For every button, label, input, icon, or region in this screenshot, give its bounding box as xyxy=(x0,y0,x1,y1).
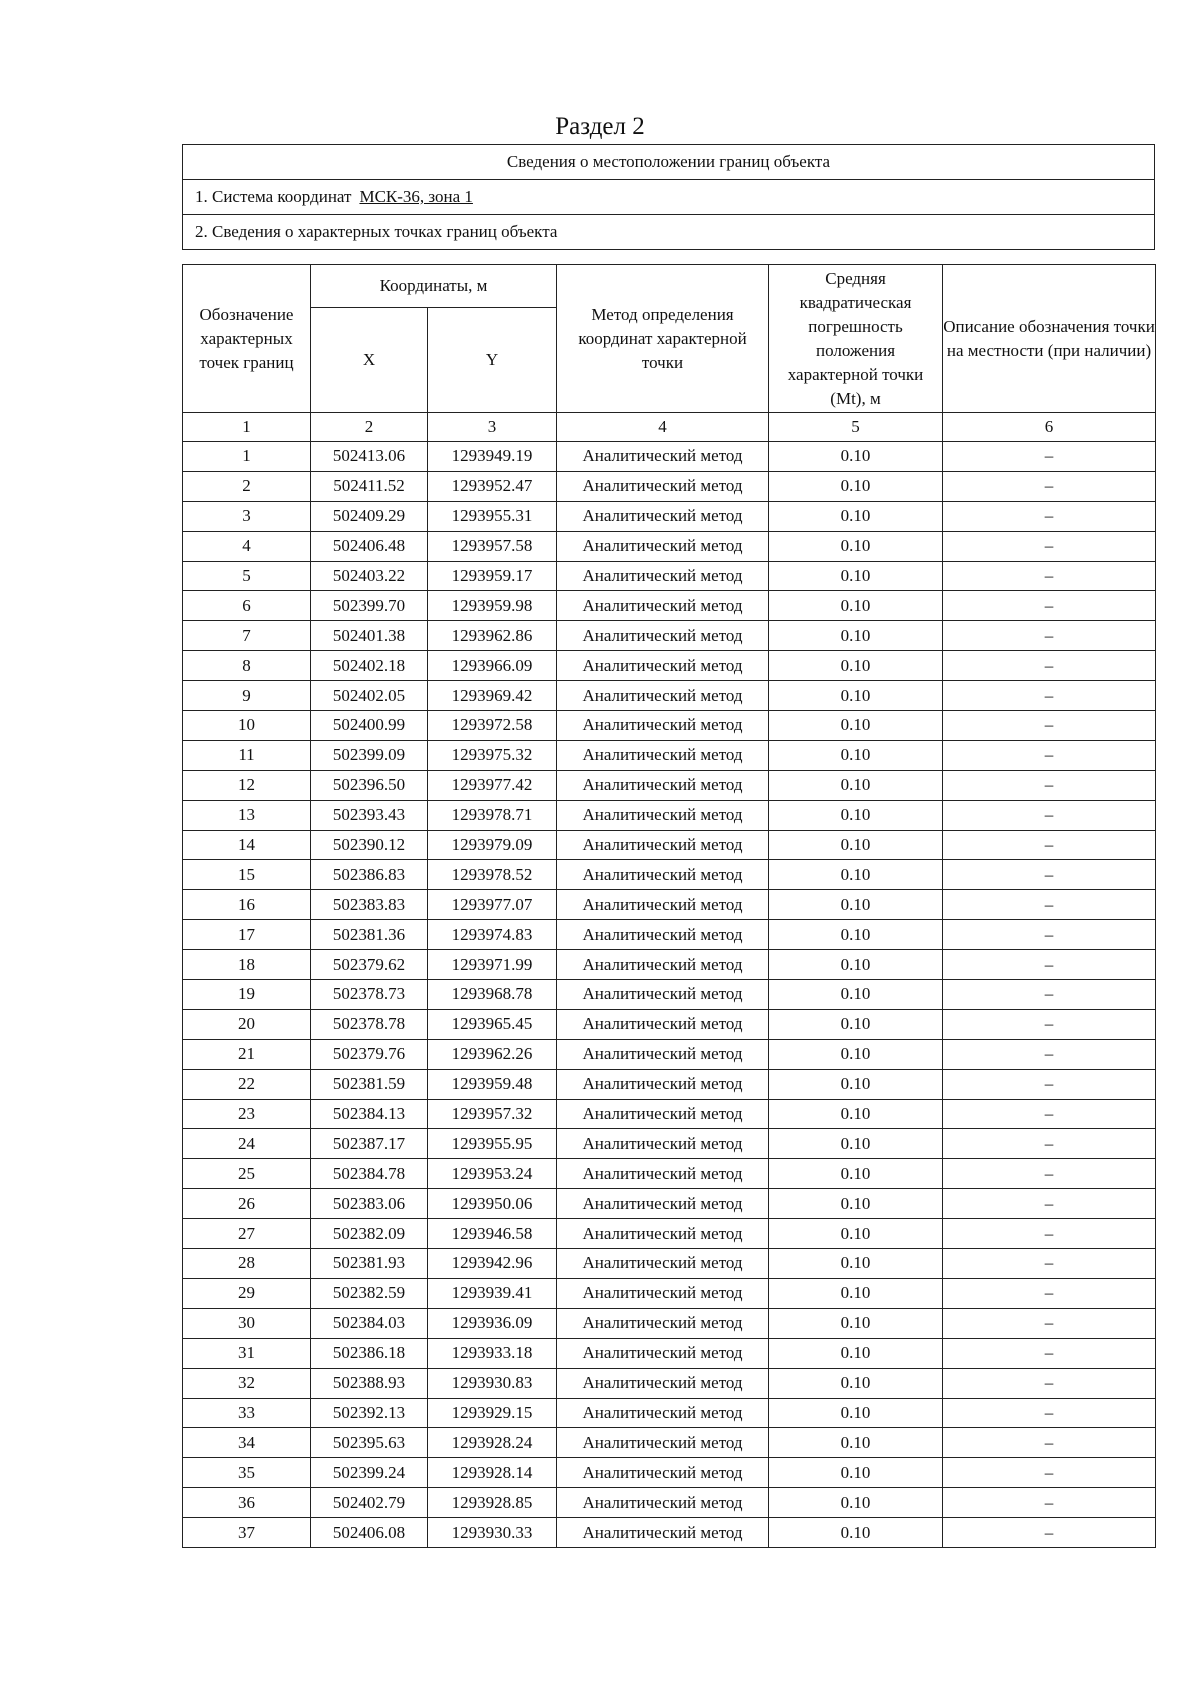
main-title-row xyxy=(183,145,1155,180)
error-cell: 0.10 xyxy=(769,1159,943,1189)
description-cell: – xyxy=(943,1159,1156,1189)
method-cell: Аналитический метод xyxy=(557,651,769,681)
x-coordinate-cell: 502396.50 xyxy=(311,770,428,800)
error-cell: 0.10 xyxy=(769,531,943,561)
y-coordinate-cell: 1293930.33 xyxy=(428,1518,557,1548)
description-cell: – xyxy=(943,471,1156,501)
point-number-cell: 15 xyxy=(183,860,311,890)
description-cell: – xyxy=(943,1488,1156,1518)
error-cell: 0.10 xyxy=(769,1219,943,1249)
point-number-cell: 1 xyxy=(183,442,311,472)
object-info-table xyxy=(182,144,1155,250)
description-cell: – xyxy=(943,651,1156,681)
table-row xyxy=(183,1308,1156,1338)
error-cell: 0.10 xyxy=(769,651,943,681)
coord-system-cell xyxy=(183,180,1155,215)
y-coordinate-cell: 1293959.17 xyxy=(428,561,557,591)
point-number-cell: 12 xyxy=(183,770,311,800)
y-coordinate-cell: 1293968.78 xyxy=(428,980,557,1010)
description-cell: – xyxy=(943,950,1156,980)
y-coordinate-cell: 1293929.15 xyxy=(428,1398,557,1428)
point-number-cell: 25 xyxy=(183,1159,311,1189)
y-coordinate-cell: 1293962.86 xyxy=(428,621,557,651)
table-row xyxy=(183,770,1156,800)
x-coordinate-cell: 502402.18 xyxy=(311,651,428,681)
column-number: 3 xyxy=(428,413,557,442)
description-cell: – xyxy=(943,711,1156,741)
col-x-header: X xyxy=(311,308,428,413)
error-cell: 0.10 xyxy=(769,1308,943,1338)
description-cell: – xyxy=(943,740,1156,770)
method-cell: Аналитический метод xyxy=(557,1069,769,1099)
y-coordinate-cell: 1293936.09 xyxy=(428,1308,557,1338)
error-cell: 0.10 xyxy=(769,1278,943,1308)
x-coordinate-cell: 502386.83 xyxy=(311,860,428,890)
error-cell: 0.10 xyxy=(769,890,943,920)
x-coordinate-cell: 502411.52 xyxy=(311,471,428,501)
y-coordinate-cell: 1293978.71 xyxy=(428,800,557,830)
description-cell: – xyxy=(943,1428,1156,1458)
description-cell: – xyxy=(943,1069,1156,1099)
table-row xyxy=(183,471,1156,501)
error-cell: 0.10 xyxy=(769,501,943,531)
description-cell: – xyxy=(943,561,1156,591)
method-cell: Аналитический метод xyxy=(557,471,769,501)
x-coordinate-cell: 502402.05 xyxy=(311,681,428,711)
y-coordinate-cell: 1293978.52 xyxy=(428,860,557,890)
point-number-cell: 26 xyxy=(183,1189,311,1219)
x-coordinate-cell: 502406.08 xyxy=(311,1518,428,1548)
y-coordinate-cell: 1293959.98 xyxy=(428,591,557,621)
x-coordinate-cell: 502378.78 xyxy=(311,1009,428,1039)
table-row xyxy=(183,860,1156,890)
point-number-cell: 22 xyxy=(183,1069,311,1099)
x-coordinate-cell: 502387.17 xyxy=(311,1129,428,1159)
y-coordinate-cell: 1293979.09 xyxy=(428,830,557,860)
x-coordinate-cell: 502395.63 xyxy=(311,1428,428,1458)
point-number-cell: 24 xyxy=(183,1129,311,1159)
method-cell: Аналитический метод xyxy=(557,1518,769,1548)
description-cell: – xyxy=(943,1039,1156,1069)
method-cell: Аналитический метод xyxy=(557,1009,769,1039)
column-number: 4 xyxy=(557,413,769,442)
table-row xyxy=(183,501,1156,531)
method-cell: Аналитический метод xyxy=(557,980,769,1010)
point-number-cell: 11 xyxy=(183,740,311,770)
error-cell: 0.10 xyxy=(769,1518,943,1548)
coord-system-value: МСК-36, зона 1 xyxy=(359,187,473,206)
x-coordinate-cell: 502382.59 xyxy=(311,1278,428,1308)
table-row xyxy=(183,920,1156,950)
y-coordinate-cell: 1293928.85 xyxy=(428,1488,557,1518)
y-coordinate-cell: 1293946.58 xyxy=(428,1219,557,1249)
table-row xyxy=(183,561,1156,591)
point-number-cell: 9 xyxy=(183,681,311,711)
error-cell: 0.10 xyxy=(769,770,943,800)
table-row xyxy=(183,442,1156,472)
points-title-row xyxy=(183,215,1155,250)
point-number-cell: 2 xyxy=(183,471,311,501)
error-cell: 0.10 xyxy=(769,980,943,1010)
error-cell: 0.10 xyxy=(769,1338,943,1368)
header-row-1 xyxy=(183,265,1156,308)
point-number-cell: 37 xyxy=(183,1518,311,1548)
description-cell: – xyxy=(943,830,1156,860)
table-row xyxy=(183,1458,1156,1488)
table-row xyxy=(183,1039,1156,1069)
point-number-cell: 19 xyxy=(183,980,311,1010)
x-coordinate-cell: 502384.13 xyxy=(311,1099,428,1129)
method-cell: Аналитический метод xyxy=(557,740,769,770)
error-cell: 0.10 xyxy=(769,1099,943,1129)
table-row xyxy=(183,1278,1156,1308)
method-cell: Аналитический метод xyxy=(557,1368,769,1398)
x-coordinate-cell: 502393.43 xyxy=(311,800,428,830)
method-cell: Аналитический метод xyxy=(557,770,769,800)
description-cell: – xyxy=(943,1189,1156,1219)
x-coordinate-cell: 502401.38 xyxy=(311,621,428,651)
description-cell: – xyxy=(943,621,1156,651)
error-cell: 0.10 xyxy=(769,1368,943,1398)
method-cell: Аналитический метод xyxy=(557,1219,769,1249)
method-cell: Аналитический метод xyxy=(557,561,769,591)
table-row xyxy=(183,1488,1156,1518)
y-coordinate-cell: 1293975.32 xyxy=(428,740,557,770)
y-coordinate-cell: 1293977.07 xyxy=(428,890,557,920)
table-row xyxy=(183,531,1156,561)
point-number-cell: 28 xyxy=(183,1249,311,1279)
method-cell: Аналитический метод xyxy=(557,890,769,920)
method-cell: Аналитический метод xyxy=(557,1278,769,1308)
method-cell: Аналитический метод xyxy=(557,531,769,561)
description-cell: – xyxy=(943,1518,1156,1548)
x-coordinate-cell: 502378.73 xyxy=(311,980,428,1010)
coord-system-label: 1. Система координат xyxy=(195,187,352,206)
point-number-cell: 13 xyxy=(183,800,311,830)
x-coordinate-cell: 502383.83 xyxy=(311,890,428,920)
x-coordinate-cell: 502381.93 xyxy=(311,1249,428,1279)
description-cell: – xyxy=(943,1458,1156,1488)
point-number-cell: 31 xyxy=(183,1338,311,1368)
y-coordinate-cell: 1293949.19 xyxy=(428,442,557,472)
x-coordinate-cell: 502400.99 xyxy=(311,711,428,741)
point-number-cell: 5 xyxy=(183,561,311,591)
description-cell: – xyxy=(943,1219,1156,1249)
x-coordinate-cell: 502383.06 xyxy=(311,1189,428,1219)
col-designation-header: Обозначение характерных точек границ xyxy=(183,265,311,413)
column-number: 2 xyxy=(311,413,428,442)
table-row xyxy=(183,1398,1156,1428)
x-coordinate-cell: 502382.09 xyxy=(311,1219,428,1249)
method-cell: Аналитический метод xyxy=(557,1428,769,1458)
point-number-cell: 29 xyxy=(183,1278,311,1308)
y-coordinate-cell: 1293950.06 xyxy=(428,1189,557,1219)
column-number: 1 xyxy=(183,413,311,442)
description-cell: – xyxy=(943,1308,1156,1338)
description-cell: – xyxy=(943,591,1156,621)
method-cell: Аналитический метод xyxy=(557,1099,769,1129)
y-coordinate-cell: 1293977.42 xyxy=(428,770,557,800)
description-cell: – xyxy=(943,1099,1156,1129)
point-number-cell: 18 xyxy=(183,950,311,980)
x-coordinate-cell: 502379.62 xyxy=(311,950,428,980)
description-cell: – xyxy=(943,1338,1156,1368)
x-coordinate-cell: 502402.79 xyxy=(311,1488,428,1518)
y-coordinate-cell: 1293966.09 xyxy=(428,651,557,681)
point-number-cell: 34 xyxy=(183,1428,311,1458)
point-number-cell: 3 xyxy=(183,501,311,531)
point-number-cell: 6 xyxy=(183,591,311,621)
x-coordinate-cell: 502381.59 xyxy=(311,1069,428,1099)
x-coordinate-cell: 502399.09 xyxy=(311,740,428,770)
x-coordinate-cell: 502381.36 xyxy=(311,920,428,950)
table-row xyxy=(183,621,1156,651)
table-row xyxy=(183,681,1156,711)
table-row xyxy=(183,980,1156,1010)
x-coordinate-cell: 502403.22 xyxy=(311,561,428,591)
error-cell: 0.10 xyxy=(769,681,943,711)
description-cell: – xyxy=(943,890,1156,920)
x-coordinate-cell: 502413.06 xyxy=(311,442,428,472)
table-row xyxy=(183,651,1156,681)
method-cell: Аналитический метод xyxy=(557,1039,769,1069)
y-coordinate-cell: 1293969.42 xyxy=(428,681,557,711)
y-coordinate-cell: 1293953.24 xyxy=(428,1159,557,1189)
table-row xyxy=(183,1069,1156,1099)
error-cell: 0.10 xyxy=(769,920,943,950)
point-number-cell: 14 xyxy=(183,830,311,860)
table-row xyxy=(183,1428,1156,1458)
table-row xyxy=(183,1219,1156,1249)
error-cell: 0.10 xyxy=(769,1189,943,1219)
table-row xyxy=(183,711,1156,741)
error-cell: 0.10 xyxy=(769,1458,943,1488)
point-number-cell: 36 xyxy=(183,1488,311,1518)
method-cell: Аналитический метод xyxy=(557,1308,769,1338)
y-coordinate-cell: 1293930.83 xyxy=(428,1368,557,1398)
method-cell: Аналитический метод xyxy=(557,442,769,472)
description-cell: – xyxy=(943,1278,1156,1308)
description-cell: – xyxy=(943,681,1156,711)
table-row xyxy=(183,1189,1156,1219)
method-cell: Аналитический метод xyxy=(557,830,769,860)
error-cell: 0.10 xyxy=(769,471,943,501)
description-cell: – xyxy=(943,1129,1156,1159)
y-coordinate-cell: 1293972.58 xyxy=(428,711,557,741)
y-coordinate-cell: 1293959.48 xyxy=(428,1069,557,1099)
table-row xyxy=(183,1249,1156,1279)
point-number-cell: 27 xyxy=(183,1219,311,1249)
points-table-body xyxy=(183,442,1156,1548)
table-row xyxy=(183,1099,1156,1129)
main-title: Сведения о местоположении границ объекта xyxy=(183,145,1155,180)
description-cell: – xyxy=(943,1249,1156,1279)
col-coordinates-header: Координаты, м xyxy=(311,265,557,308)
section-title: Раздел 2 xyxy=(555,113,645,140)
y-coordinate-cell: 1293939.41 xyxy=(428,1278,557,1308)
method-cell: Аналитический метод xyxy=(557,1159,769,1189)
y-coordinate-cell: 1293965.45 xyxy=(428,1009,557,1039)
y-coordinate-cell: 1293928.14 xyxy=(428,1458,557,1488)
method-cell: Аналитический метод xyxy=(557,591,769,621)
method-cell: Аналитический метод xyxy=(557,1398,769,1428)
point-number-cell: 7 xyxy=(183,621,311,651)
table-row xyxy=(183,830,1156,860)
method-cell: Аналитический метод xyxy=(557,1338,769,1368)
description-cell: – xyxy=(943,1398,1156,1428)
x-coordinate-cell: 502399.24 xyxy=(311,1458,428,1488)
method-cell: Аналитический метод xyxy=(557,800,769,830)
error-cell: 0.10 xyxy=(769,830,943,860)
error-cell: 0.10 xyxy=(769,860,943,890)
description-cell: – xyxy=(943,1009,1156,1039)
y-coordinate-cell: 1293971.99 xyxy=(428,950,557,980)
error-cell: 0.10 xyxy=(769,1428,943,1458)
coord-system-row xyxy=(183,180,1155,215)
point-number-cell: 35 xyxy=(183,1458,311,1488)
method-cell: Аналитический метод xyxy=(557,621,769,651)
x-coordinate-cell: 502388.93 xyxy=(311,1368,428,1398)
point-number-cell: 33 xyxy=(183,1398,311,1428)
x-coordinate-cell: 502392.13 xyxy=(311,1398,428,1428)
point-number-cell: 20 xyxy=(183,1009,311,1039)
x-coordinate-cell: 502406.48 xyxy=(311,531,428,561)
description-cell: – xyxy=(943,860,1156,890)
y-coordinate-cell: 1293957.32 xyxy=(428,1099,557,1129)
error-cell: 0.10 xyxy=(769,442,943,472)
method-cell: Аналитический метод xyxy=(557,860,769,890)
table-row xyxy=(183,1159,1156,1189)
error-cell: 0.10 xyxy=(769,561,943,591)
points-table xyxy=(182,264,1156,1548)
table-row xyxy=(183,800,1156,830)
points-title: 2. Сведения о характерных точках границ объекта xyxy=(183,215,1155,250)
y-coordinate-cell: 1293942.96 xyxy=(428,1249,557,1279)
col-method-header: Метод определения координат характерной точки xyxy=(557,265,769,413)
method-cell: Аналитический метод xyxy=(557,920,769,950)
error-cell: 0.10 xyxy=(769,1249,943,1279)
y-coordinate-cell: 1293974.83 xyxy=(428,920,557,950)
point-number-cell: 30 xyxy=(183,1308,311,1338)
error-cell: 0.10 xyxy=(769,1039,943,1069)
method-cell: Аналитический метод xyxy=(557,1129,769,1159)
x-coordinate-cell: 502399.70 xyxy=(311,591,428,621)
x-coordinate-cell: 502390.12 xyxy=(311,830,428,860)
error-cell: 0.10 xyxy=(769,1488,943,1518)
method-cell: Аналитический метод xyxy=(557,1458,769,1488)
x-coordinate-cell: 502386.18 xyxy=(311,1338,428,1368)
method-cell: Аналитический метод xyxy=(557,501,769,531)
y-coordinate-cell: 1293933.18 xyxy=(428,1338,557,1368)
col-y-header: Y xyxy=(428,308,557,413)
method-cell: Аналитический метод xyxy=(557,950,769,980)
column-numbers-row xyxy=(183,413,1156,442)
y-coordinate-cell: 1293955.31 xyxy=(428,501,557,531)
col-error-header: Средняя квадратическая погрешность положения характерной точки (Mt), м xyxy=(769,265,943,413)
table-row xyxy=(183,1518,1156,1548)
description-cell: – xyxy=(943,800,1156,830)
table-row xyxy=(183,950,1156,980)
point-number-cell: 10 xyxy=(183,711,311,741)
y-coordinate-cell: 1293955.95 xyxy=(428,1129,557,1159)
table-row xyxy=(183,1129,1156,1159)
point-number-cell: 8 xyxy=(183,651,311,681)
col-description-header: Описание обозначения точки на местности (при наличии) xyxy=(943,265,1156,413)
error-cell: 0.10 xyxy=(769,1398,943,1428)
point-number-cell: 21 xyxy=(183,1039,311,1069)
description-cell: – xyxy=(943,442,1156,472)
error-cell: 0.10 xyxy=(769,1129,943,1159)
error-cell: 0.10 xyxy=(769,740,943,770)
y-coordinate-cell: 1293962.26 xyxy=(428,1039,557,1069)
error-cell: 0.10 xyxy=(769,1009,943,1039)
table-row xyxy=(183,890,1156,920)
description-cell: – xyxy=(943,980,1156,1010)
table-row xyxy=(183,1009,1156,1039)
error-cell: 0.10 xyxy=(769,1069,943,1099)
table-row xyxy=(183,591,1156,621)
description-cell: – xyxy=(943,770,1156,800)
y-coordinate-cell: 1293952.47 xyxy=(428,471,557,501)
error-cell: 0.10 xyxy=(769,950,943,980)
description-cell: – xyxy=(943,920,1156,950)
method-cell: Аналитический метод xyxy=(557,681,769,711)
description-cell: – xyxy=(943,501,1156,531)
error-cell: 0.10 xyxy=(769,711,943,741)
y-coordinate-cell: 1293928.24 xyxy=(428,1428,557,1458)
point-number-cell: 16 xyxy=(183,890,311,920)
method-cell: Аналитический метод xyxy=(557,1189,769,1219)
point-number-cell: 4 xyxy=(183,531,311,561)
method-cell: Аналитический метод xyxy=(557,1249,769,1279)
table-row xyxy=(183,1338,1156,1368)
point-number-cell: 23 xyxy=(183,1099,311,1129)
x-coordinate-cell: 502384.78 xyxy=(311,1159,428,1189)
y-coordinate-cell: 1293957.58 xyxy=(428,531,557,561)
x-coordinate-cell: 502379.76 xyxy=(311,1039,428,1069)
point-number-cell: 17 xyxy=(183,920,311,950)
table-row xyxy=(183,1368,1156,1398)
method-cell: Аналитический метод xyxy=(557,711,769,741)
column-number: 6 xyxy=(943,413,1156,442)
x-coordinate-cell: 502409.29 xyxy=(311,501,428,531)
error-cell: 0.10 xyxy=(769,591,943,621)
error-cell: 0.10 xyxy=(769,621,943,651)
column-number: 5 xyxy=(769,413,943,442)
x-coordinate-cell: 502384.03 xyxy=(311,1308,428,1338)
method-cell: Аналитический метод xyxy=(557,1488,769,1518)
description-cell: – xyxy=(943,1368,1156,1398)
point-number-cell: 32 xyxy=(183,1368,311,1398)
error-cell: 0.10 xyxy=(769,800,943,830)
table-row xyxy=(183,740,1156,770)
description-cell: – xyxy=(943,531,1156,561)
